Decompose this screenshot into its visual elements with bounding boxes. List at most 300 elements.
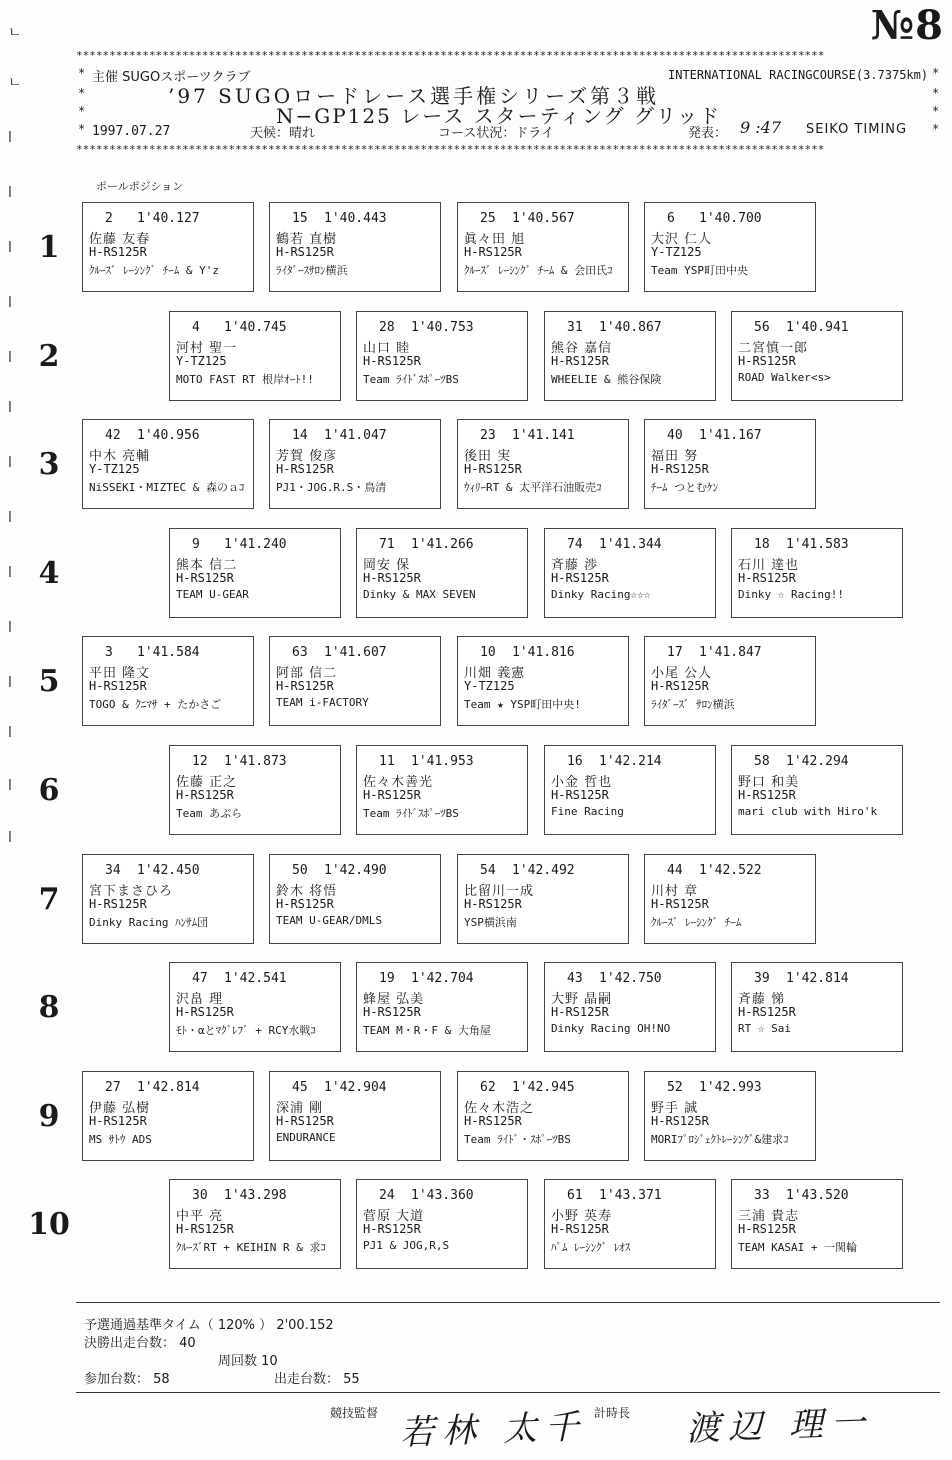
qualifying-time: 1'41.583 [786, 537, 849, 552]
grid-entry-card [544, 528, 716, 618]
grid-entry-card [82, 1071, 254, 1161]
rider-number: 9 [192, 537, 200, 552]
grid-entry-card [356, 745, 528, 835]
entry-number-time-line [651, 645, 809, 662]
entries-count [84, 1368, 170, 1387]
margin-mark: l [8, 510, 12, 526]
qualifying-time: 1'41.141 [512, 428, 575, 443]
qualifying-time: 1'41.873 [224, 754, 287, 769]
finalists-label: 決勝出走台数： [84, 1336, 176, 1351]
team-name: ｳｨﾘｰRT & 太平洋石油販売ｺ [464, 481, 602, 494]
grid-entry-card [269, 636, 441, 726]
rider-number: 43 [567, 971, 583, 986]
rider-number: 71 [379, 537, 395, 552]
rider-name: 中平 亮 [176, 1209, 224, 1224]
grid-entry-card [544, 962, 716, 1052]
course-condition: コース状況：ドライ [438, 126, 554, 141]
margin-mark: l [8, 830, 12, 846]
grid-entry-card [269, 1071, 441, 1161]
rider-number: 54 [480, 863, 496, 878]
rider-name: 小尾 公人 [651, 666, 713, 681]
rider-name: 鶴若 直樹 [276, 232, 338, 247]
grid-entry-card [731, 962, 903, 1052]
entry-number-time-line [89, 645, 247, 662]
team-name: RT ☆ Sai [738, 1022, 791, 1035]
machine: H-RS125R [363, 354, 421, 368]
team-name: MOTO FAST RT 根岸ｵｰﾄ!! [176, 373, 314, 386]
machine: H-RS125R [276, 679, 334, 693]
margin-mark: l [8, 778, 12, 794]
machine: H-RS125R [363, 571, 421, 585]
machine: H-RS125R [551, 1005, 609, 1019]
rider-name: 小野 英寿 [551, 1209, 613, 1224]
team-name: YSP横浜南 [464, 916, 517, 929]
team-name: ﾊﾟﾑ ﾚｰｼﾝｸﾞ ﾚｵｽ [551, 1241, 631, 1254]
machine: H-RS125R [651, 1114, 709, 1128]
machine: H-RS125R [738, 1222, 796, 1236]
rider-name: 大沢 仁人 [651, 232, 713, 247]
entry-number-time-line [176, 537, 334, 554]
star-mark: * [78, 86, 86, 100]
rider-name: 斉藤 渉 [551, 558, 599, 573]
entry-number-time-line [176, 320, 334, 337]
qualifying-time: 1'42.750 [599, 971, 662, 986]
entry-number-time-line [363, 1188, 521, 1205]
star-mark: * [78, 104, 86, 118]
machine: H-RS125R [89, 245, 147, 259]
grid-entry-card [644, 202, 816, 292]
header-star-border-bottom: ***************************************************************************************************************** [76, 144, 825, 156]
divider [76, 1302, 940, 1303]
rider-name: 沢畠 理 [176, 992, 224, 1007]
entry-number-time-line [738, 320, 896, 337]
rider-number: 24 [379, 1188, 395, 1203]
rider-name: 佐藤 友春 [89, 232, 151, 247]
team-name: Dinky ☆ Racing!! [738, 588, 844, 601]
team-name: Dinky Racing OH!NO [551, 1022, 671, 1035]
grid-entry-card [269, 202, 441, 292]
finalists-value: 40 [179, 1336, 196, 1351]
timing-provider: SEIKO TIMING [806, 122, 908, 137]
starters-value: 55 [343, 1372, 360, 1387]
grid-entry-card [457, 419, 629, 509]
grid-entry-card [82, 854, 254, 944]
entry-number-time-line [464, 645, 622, 662]
qualifying-time: 1'42.904 [324, 1080, 387, 1095]
rider-name: 石川 達也 [738, 558, 800, 573]
team-name: ｸﾙｰｽﾞ ﾚｰｼﾝｸﾞ ﾁｰﾑ & Y'z [89, 264, 219, 277]
star-mark: * [932, 66, 940, 80]
rider-number: 6 [667, 211, 675, 226]
machine: H-RS125R [651, 897, 709, 911]
qualifying-time: 1'41.847 [699, 645, 762, 660]
grid-entry-card [356, 528, 528, 618]
entry-number-time-line [176, 1188, 334, 1205]
grid-entry-card [169, 962, 341, 1052]
qualifying-time: 1'42.704 [411, 971, 474, 986]
grid-row-number: 8 [38, 990, 60, 1025]
rider-number: 40 [667, 428, 683, 443]
team-name: ｸﾙｰｽﾞRT + KEIHIN R & 求ｺ [176, 1241, 326, 1254]
grid-entry-card [644, 419, 816, 509]
qualifying-time: 1'41.047 [324, 428, 387, 443]
grid-entry-card [169, 1179, 341, 1269]
qualifying-time: 1'40.941 [786, 320, 849, 335]
rider-name: 佐々木浩之 [464, 1101, 535, 1116]
team-name: ROAD Walker<s> [738, 371, 831, 384]
machine: H-RS125R [89, 679, 147, 693]
grid-entry-card [731, 311, 903, 401]
entry-number-time-line [176, 754, 334, 771]
entries-value: 58 [153, 1372, 170, 1387]
machine: H-RS125R [738, 788, 796, 802]
team-name: TEAM U-GEAR/DMLS [276, 914, 382, 927]
entry-number-time-line [276, 1080, 434, 1097]
machine: H-RS125R [276, 245, 334, 259]
header-star-border-top: ***************************************************************************************************************** [76, 50, 825, 62]
rider-name: 平田 隆文 [89, 666, 151, 681]
rider-number: 12 [192, 754, 208, 769]
entry-number-time-line [551, 537, 709, 554]
entry-number-time-line [551, 320, 709, 337]
qualifying-time: 1'43.298 [224, 1188, 287, 1203]
margin-mark: l [8, 130, 12, 146]
rider-name: 深浦 剛 [276, 1101, 324, 1116]
grid-row-number: 2 [38, 339, 60, 374]
margin-mark: l [8, 400, 12, 416]
qualifying-time: 1'42.814 [786, 971, 849, 986]
grid-row-number: 7 [38, 882, 60, 917]
team-name: Team YSP町田中央 [651, 264, 748, 277]
entry-number-time-line [89, 211, 247, 228]
qualifying-time: 1'41.584 [137, 645, 200, 660]
machine: H-RS125R [176, 571, 234, 585]
team-name: ﾓﾄ・αとﾏｸﾞﾚﾌﾞ + RCY水戦ｺ [176, 1024, 316, 1037]
grid-row-number: 9 [38, 1099, 60, 1134]
machine: H-RS125R [276, 462, 334, 476]
rider-name: 菅原 大道 [363, 1209, 425, 1224]
qualifying-time: 1'40.745 [224, 320, 287, 335]
entry-number-time-line [363, 537, 521, 554]
course-info: INTERNATIONAL RACINGCOURSE(3.7375km) [668, 68, 929, 82]
rider-name: 伊藤 弘樹 [89, 1101, 151, 1116]
qualifying-time: 1'42.945 [512, 1080, 575, 1095]
machine: H-RS125R [464, 1114, 522, 1128]
rider-number: 56 [754, 320, 770, 335]
margin-mark: l [8, 725, 12, 741]
star-mark: * [932, 86, 940, 100]
rider-name: 野手 誠 [651, 1101, 699, 1116]
rider-name: 蜂屋 弘美 [363, 992, 425, 1007]
rider-number: 44 [667, 863, 683, 878]
grid-row-number: 4 [38, 556, 60, 591]
star-mark: * [78, 66, 86, 80]
grid-row-number: 1 [38, 230, 60, 265]
rider-number: 17 [667, 645, 683, 660]
machine: H-RS125R [551, 1222, 609, 1236]
qualifying-standard-label: 予選通過基準タイム（ 120% ） [84, 1318, 273, 1333]
entry-number-time-line [738, 1188, 896, 1205]
rider-name: 熊谷 嘉信 [551, 341, 613, 356]
margin-mark: l [8, 295, 12, 311]
rider-number: 15 [292, 211, 308, 226]
entry-number-time-line [276, 645, 434, 662]
rider-number: 28 [379, 320, 395, 335]
machine: H-RS125R [651, 679, 709, 693]
team-name: Team ﾗｲﾄﾞｽﾎﾟｰﾂBS [363, 373, 459, 386]
grid-entry-card [731, 745, 903, 835]
machine: H-RS125R [738, 354, 796, 368]
grid-entry-card [731, 1179, 903, 1269]
team-name: ｸﾙｰｽﾞ ﾚｰｼﾝｸﾞ ﾁｰﾑ & 会田氏ｺ [464, 264, 613, 277]
margin-mark: l [8, 565, 12, 581]
machine: Y-TZ125 [651, 245, 702, 259]
team-name: MORIﾌﾟﾛｼﾞｪｸﾄﾚｰｼﾝｸﾞ&建求ｺ [651, 1133, 789, 1146]
entry-number-time-line [651, 428, 809, 445]
announce-label: 発表： [688, 126, 728, 141]
qualifying-time: 1'42.490 [324, 863, 387, 878]
grid-entry-card [731, 528, 903, 618]
team-name: PJ1 & JOG,R,S [363, 1239, 450, 1252]
grid-entry-card [544, 745, 716, 835]
qualifying-time: 1'42.450 [137, 863, 200, 878]
rider-name: 眞々田 旭 [464, 232, 526, 247]
rider-number: 18 [754, 537, 770, 552]
qualifying-time: 1'43.371 [599, 1188, 662, 1203]
margin-mark: l [8, 350, 12, 366]
machine: H-RS125R [363, 1222, 421, 1236]
rider-name: 小金 哲也 [551, 775, 613, 790]
rider-name: 二宮慎一郎 [738, 341, 809, 356]
machine: H-RS125R [551, 354, 609, 368]
entry-number-time-line [551, 1188, 709, 1205]
timekeeper-label: 計時長 [594, 1406, 631, 1420]
rider-name: 熊本 信二 [176, 558, 238, 573]
rider-number: 61 [567, 1188, 583, 1203]
rider-number: 34 [105, 863, 121, 878]
grid-entry-card [82, 419, 254, 509]
rider-name: 鈴木 将悟 [276, 884, 338, 899]
qualifying-time: 1'40.867 [599, 320, 662, 335]
grid-entry-card [169, 311, 341, 401]
entry-number-time-line [464, 211, 622, 228]
entry-number-time-line [651, 211, 809, 228]
rider-name: 後田 実 [464, 449, 512, 464]
margin-mark: l [8, 675, 12, 691]
team-name: ﾁｰﾑ つとむｹﾝ [651, 481, 719, 494]
entry-number-time-line [551, 754, 709, 771]
team-name: WHEELIE & 熊谷保険 [551, 373, 662, 386]
qualifying-time: 1'42.492 [512, 863, 575, 878]
rider-number: 2 [105, 211, 113, 226]
team-name: ﾗｲﾀﾞｰｽﾞ ｻﾛﾝ横浜 [651, 698, 735, 711]
director-label: 競技監督 [330, 1406, 379, 1420]
machine: H-RS125R [464, 462, 522, 476]
team-name: TOGO & ｸﾆﾏｻ + たかさご [89, 698, 222, 711]
grid-entry-card [356, 311, 528, 401]
grid-row-number: 10 [28, 1207, 70, 1242]
grid-entry-card [457, 1071, 629, 1161]
entry-number-time-line [363, 754, 521, 771]
grid-entry-card [82, 202, 254, 292]
qualifying-time: 1'42.814 [137, 1080, 200, 1095]
team-name: TEAM KASAI + 一関輪 [738, 1241, 858, 1254]
qualifying-time: 1'42.993 [699, 1080, 762, 1095]
entry-number-time-line [89, 428, 247, 445]
rider-name: 山口 睦 [363, 341, 411, 356]
qualifying-time: 1'41.167 [699, 428, 762, 443]
rider-number: 50 [292, 863, 308, 878]
rider-number: 74 [567, 537, 583, 552]
entry-number-time-line [651, 863, 809, 880]
machine: H-RS125R [551, 571, 609, 585]
document-number: №8 [870, 2, 944, 49]
machine: H-RS125R [176, 1005, 234, 1019]
star-mark: * [932, 122, 940, 136]
entry-number-time-line [89, 1080, 247, 1097]
rider-number: 30 [192, 1188, 208, 1203]
rider-name: 中木 亮輔 [89, 449, 151, 464]
grid-entry-card [457, 636, 629, 726]
starters-count [274, 1368, 360, 1387]
grid-row-number: 3 [38, 447, 60, 482]
race-date: 1997.07.27 [92, 124, 171, 139]
rider-number: 3 [105, 645, 113, 660]
qualifying-time: 1'40.956 [137, 428, 200, 443]
qualifying-time: 1'43.520 [786, 1188, 849, 1203]
rider-number: 52 [667, 1080, 683, 1095]
page-title: ’97 SUGOロードレース選手権シリーズ第３戦 [168, 84, 660, 108]
machine: H-RS125R [89, 1114, 147, 1128]
margin-mark: l [8, 240, 12, 256]
team-name: Dinky Racing☆☆☆ [551, 588, 651, 601]
qualifying-time: 1'40.567 [512, 211, 575, 226]
grid-row-number: 6 [38, 773, 60, 808]
grid-entry-card [644, 1071, 816, 1161]
grid-entry-card [269, 419, 441, 509]
team-name: PJ1・JOG.R.S・鳥清 [276, 481, 387, 494]
qualifying-time: 1'41.344 [599, 537, 662, 552]
grid-row-number: 5 [38, 664, 60, 699]
team-name: MS ｻﾄｳ ADS [89, 1133, 152, 1146]
grid-entry-card [356, 962, 528, 1052]
entry-number-time-line [276, 428, 434, 445]
machine: H-RS125R [176, 788, 234, 802]
laps-value: 10 [261, 1354, 278, 1369]
qualifying-time: 1'43.360 [411, 1188, 474, 1203]
rider-number: 16 [567, 754, 583, 769]
machine: H-RS125R [363, 1005, 421, 1019]
qualifying-standard [84, 1314, 334, 1333]
rider-name: 佐藤 正之 [176, 775, 238, 790]
machine: H-RS125R [89, 897, 147, 911]
entry-number-time-line [738, 754, 896, 771]
starters-label: 出走台数： [274, 1372, 340, 1387]
rider-number: 4 [192, 320, 200, 335]
rider-number: 27 [105, 1080, 121, 1095]
rider-name: 比留川一成 [464, 884, 535, 899]
page-subtitle: N−GP125 レース スターティング グリッド [276, 104, 722, 128]
rider-name: 佐々木善光 [363, 775, 434, 790]
finalists [84, 1332, 196, 1351]
rider-name: 芳賀 俊彦 [276, 449, 338, 464]
machine: H-RS125R [738, 1005, 796, 1019]
rider-number: 14 [292, 428, 308, 443]
qualifying-time: 1'42.541 [224, 971, 287, 986]
qualifying-standard-time: 2'00.152 [276, 1318, 334, 1333]
rider-number: 63 [292, 645, 308, 660]
machine: Y-TZ125 [89, 462, 140, 476]
weather: 天候：晴れ [250, 126, 316, 141]
grid-entry-card [644, 854, 816, 944]
qualifying-time: 1'40.700 [699, 211, 762, 226]
machine: H-RS125R [176, 1222, 234, 1236]
team-name: TEAM U-GEAR [176, 588, 249, 601]
entry-number-time-line [551, 971, 709, 988]
team-name: ｸﾙｰｽﾞ ﾚｰｼﾝｸﾞ ﾁｰﾑ [651, 916, 742, 929]
machine: H-RS125R [363, 788, 421, 802]
qualifying-time: 1'40.753 [411, 320, 474, 335]
grid-entry-card [82, 636, 254, 726]
qualifying-time: 1'41.266 [411, 537, 474, 552]
grid-entry-card [169, 745, 341, 835]
margin-mark: l [8, 455, 12, 471]
margin-mark: ㄴ [8, 25, 22, 41]
entry-number-time-line [363, 320, 521, 337]
machine: H-RS125R [551, 788, 609, 802]
rider-number: 58 [754, 754, 770, 769]
qualifying-time: 1'41.240 [224, 537, 287, 552]
rider-number: 23 [480, 428, 496, 443]
team-name: mari club with Hiro'k [738, 805, 878, 818]
team-name: Dinky Racing ﾊﾝｻﾑ団 [89, 916, 209, 929]
grid-entry-card [457, 854, 629, 944]
rider-number: 19 [379, 971, 395, 986]
machine: H-RS125R [464, 245, 522, 259]
entry-number-time-line [464, 863, 622, 880]
rider-number: 62 [480, 1080, 496, 1095]
qualifying-time: 1'42.294 [786, 754, 849, 769]
rider-number: 11 [379, 754, 395, 769]
qualifying-time: 1'40.443 [324, 211, 387, 226]
machine: Y-TZ125 [176, 354, 227, 368]
rider-name: 阿部 信二 [276, 666, 338, 681]
team-name: Dinky & MAX SEVEN [363, 588, 476, 601]
star-mark: * [78, 122, 86, 136]
machine: H-RS125R [651, 462, 709, 476]
team-name: Team ﾗｲﾄﾞｽﾎﾟｰﾂBS [363, 807, 459, 820]
entry-number-time-line [738, 971, 896, 988]
qualifying-time: 1'42.522 [699, 863, 762, 878]
team-name: Fine Racing [551, 805, 624, 818]
rider-name: 三浦 貴志 [738, 1209, 800, 1224]
entries-label: 参加台数： [84, 1372, 150, 1387]
team-name: ENDURANCE [276, 1131, 336, 1144]
rider-name: 岡安 保 [363, 558, 411, 573]
rider-number: 47 [192, 971, 208, 986]
entry-number-time-line [464, 1080, 622, 1097]
laps [218, 1350, 278, 1369]
machine: H-RS125R [464, 897, 522, 911]
rider-name: 宮下まさひろ [89, 884, 174, 899]
grid-entry-card [457, 202, 629, 292]
team-name: Team ★ YSP町田中央! [464, 698, 581, 711]
entry-number-time-line [738, 537, 896, 554]
rider-name: 野口 和美 [738, 775, 800, 790]
team-name: Team あぶら [176, 807, 243, 820]
rider-number: 25 [480, 211, 496, 226]
machine: H-RS125R [276, 1114, 334, 1128]
